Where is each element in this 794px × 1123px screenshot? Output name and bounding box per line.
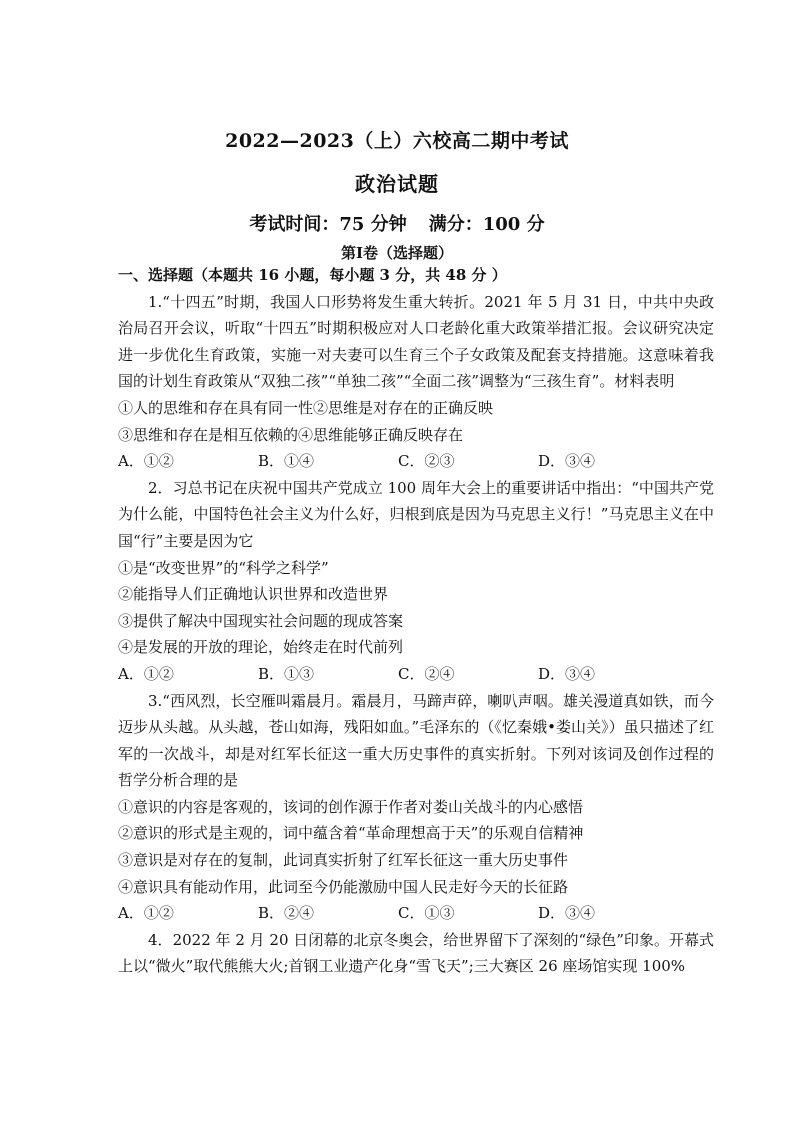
full-score: 满分：100 分 — [428, 214, 545, 235]
question-3-stem: 3.“西风烈，长空雁叫霜晨月。霜晨月，马蹄声碎，喇叭声咽。雄关漫道真如铁，而今迈步从头越。从头越，苍山如海，残阳如血。”毛泽东的（《忆秦娥•娄山关》）虽只描述了红军的一次战斗，却是对红军长征这一重大历史事件的真实折射。下列对该词及创作过程的哲学分析合理的是 — [118, 691, 714, 790]
question-2-item: ①是“改变世界”的“科学之科学” — [118, 558, 329, 577]
question-1-options — [118, 448, 714, 475]
exam-info — [0, 210, 794, 236]
question-3-item: ④意识具有能动作用，此词至今仍能激励中国人民走好今天的长征路 — [118, 877, 569, 896]
option-a: A．①② — [118, 904, 174, 923]
question-body — [118, 262, 714, 980]
question-4-stem: 4．2022 年 2 月 20 日闭幕的北京冬奥会，给世界留下了深刻的“绿色”印象。开幕式上以“微火”取代熊熊大火;首钢工业遗产化身“雪飞天”;三大赛区 26 座场馆实现 100% — [118, 930, 714, 976]
option-c: C．①③ — [398, 904, 455, 923]
question-1-stem: 1.“十四五”时期，我国人口形势将发生重大转折。2021 年 5 月 31 日，中共中央政治局召开会议，听取“十四五”时期积极应对人口老龄化重大政策举措汇报。会议研究决定进一步优化生育政策，实施一对夫妻可以生育三个子女政策及配套支持措施。这意味着我国的计划生育政策从“双独二孩”“单独二孩”“全面二孩”调整为“三孩生育”。材料表明 — [118, 292, 714, 391]
question-1-item: ①人的思维和存在具有同一性②思维是对存在的正确反映 — [118, 398, 494, 417]
option-b: B．②④ — [258, 904, 315, 923]
question-3-item: ③意识是对存在的复制，此词真实折射了红军长征这一重大历史事件 — [118, 851, 569, 870]
question-3-item: ①意识的内容是客观的，该词的创作源于作者对娄山关战斗的内心感悟 — [118, 797, 584, 816]
question-2-stem: 2．习总书记在庆祝中国共产党成立 100 周年大会上的重要讲话中指出：“中国共产党为什么能，中国特色社会主义为什么好，归根到底是因为马克思主义行！”马克思主义在中国“行”主要是因为它 — [118, 478, 714, 550]
exam-title: 2022—2023（上）六校高二期中考试 — [225, 130, 569, 152]
question-2-item: ③提供了解决中国现实社会问题的现成答案 — [118, 611, 404, 630]
option-d: D．③④ — [538, 904, 596, 923]
volume-title: 第Ⅰ卷（选择题） — [340, 244, 454, 262]
question-1-item: ③思维和存在是相互依赖的④思维能够正确反映存在 — [118, 425, 464, 444]
question-2-item: ②能指导人们正确地认识世界和改造世界 — [118, 585, 389, 604]
option-c: C．②④ — [398, 664, 455, 683]
question-3-options — [118, 900, 714, 927]
section-heading: 一、选择题（本题共 16 小题，每小题 3 分，共 48 分 ） — [118, 266, 507, 284]
option-a: A．①② — [118, 452, 174, 471]
question-3-item: ②意识的形式是主观的，词中蕴含着“革命理想高于天”的乐观自信精神 — [118, 824, 584, 843]
exam-time: 考试时间：75 分钟 — [249, 214, 407, 235]
option-a: A．①② — [118, 664, 174, 683]
option-b: B．①③ — [258, 664, 315, 683]
option-c: C．②③ — [398, 452, 455, 471]
option-b: B．①④ — [258, 452, 315, 471]
option-d: D．③④ — [538, 664, 596, 683]
subject-title: 政治试题 — [355, 172, 439, 196]
question-2-item: ④是发展的开放的理论，始终走在时代前列 — [118, 638, 404, 657]
option-d: D．③④ — [538, 452, 596, 471]
question-2-options — [118, 661, 714, 688]
